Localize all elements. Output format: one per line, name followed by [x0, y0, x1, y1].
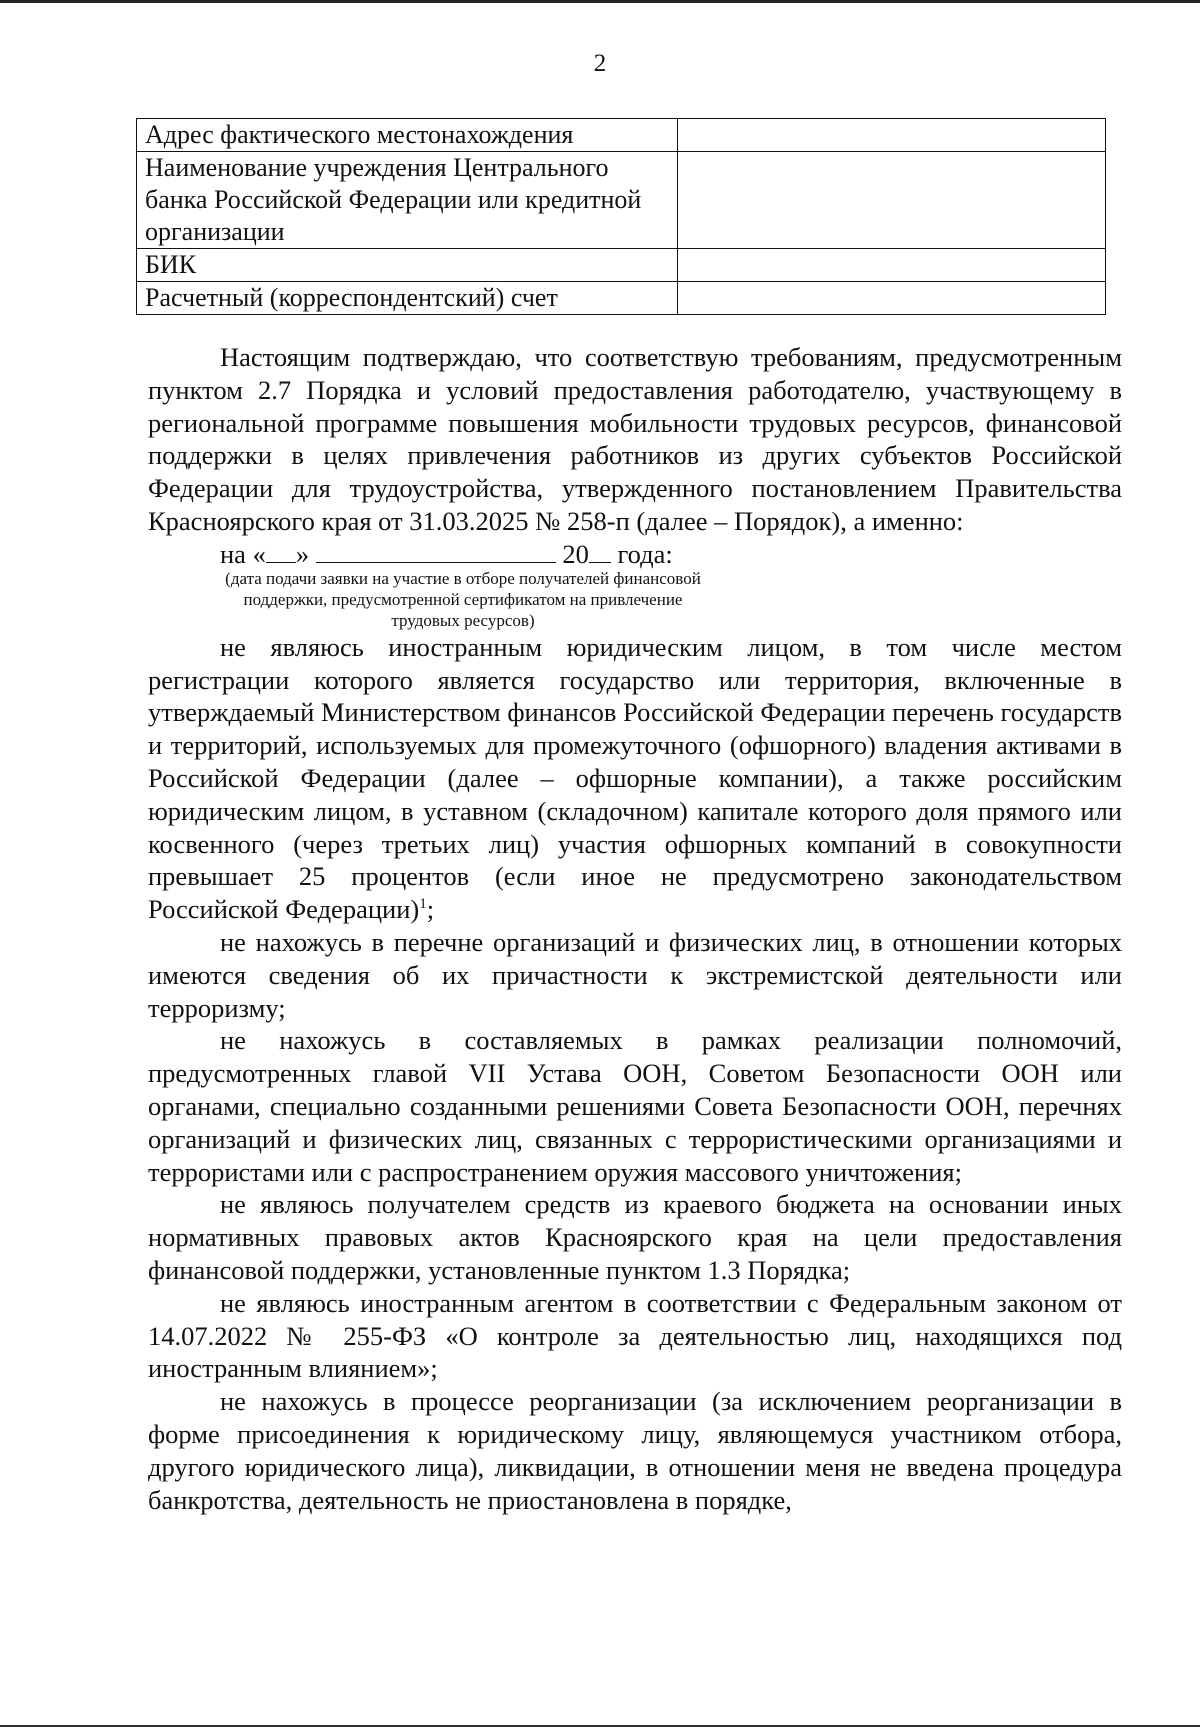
- table-cell-label: Наименование учреждения Центрального банка Российской Федерации или кредитной организации: [137, 152, 678, 249]
- date-line: [220, 538, 1122, 568]
- paragraph-extremism: не нахожусь в перечне организаций и физических лиц, в отношении которых имеются сведения об их причастности к экстремистской деятельности или терроризму;: [148, 926, 1122, 1023]
- requisites-table: [136, 118, 1106, 315]
- date-suffix: года:: [617, 538, 673, 569]
- document-body: [148, 341, 1122, 1516]
- page-top-border: [0, 0, 1200, 3]
- table-cell-value: [678, 249, 1106, 282]
- year-prefix: 20: [562, 538, 589, 569]
- paragraph-offshore: [148, 631, 1122, 926]
- date-prefix: на «: [220, 538, 266, 569]
- table-cell-label: Адрес фактического местонахождения: [137, 119, 678, 152]
- paragraph-reorganization: не нахожусь в процессе реорганизации (за исключением реорганизации в форме присоединения к юридическому лицу, являющемуся участником отбора, другого юридического лица), ликвидации, в отношении меня не введена процедура банкротства, деятельность не приостановлена в порядке,: [148, 1386, 1122, 1515]
- paragraph-foreign-agent: не являюсь иностранным агентом в соответствии с Федеральным законом от 14.07.2022 № 255-ФЗ «О контроле за деятельностью лиц, находящихся под иностранным влиянием»;: [148, 1287, 1122, 1384]
- footnote-mark: 1: [419, 896, 427, 913]
- page-bottom-border: [0, 1725, 1200, 1727]
- table-row: [137, 119, 1106, 152]
- date-note: (дата подачи заявки на участие в отборе получателей финансовой поддержки, предусмотренной сертификатом на привлечение трудовых ресурсов): [225, 568, 701, 630]
- paragraph-un-lists: не нахожусь в составляемых в рамках реализации полномочий, предусмотренных главой VII Устава ООН, Советом Безопасности ООН или органами, специально созданными решениями Совета Безопасности ООН, перечнях организаций и физических лиц, связанных с террористическими организациями и террористами или с распространением оружия массового уничтожения;: [148, 1025, 1122, 1187]
- paragraph-offshore-end: ;: [426, 894, 435, 925]
- day-blank: [266, 538, 296, 563]
- table-cell-value: [678, 119, 1106, 152]
- table-cell-label: Расчетный (корреспондентский) счет: [137, 282, 678, 315]
- table-cell-label: БИК: [137, 249, 678, 282]
- year-blank: [589, 538, 611, 563]
- table-cell-value: [678, 152, 1106, 249]
- table-row: [137, 249, 1106, 282]
- intro-paragraph: Настоящим подтверждаю, что соответствую требованиям, предусмотренным пунктом 2.7 Порядка и условий предоставления работодателю, участвующему в региональной программе повышения мобильности трудовых ресурсов, финансовой поддержки в целях привлечения работников из других субъектов Российской Федерации для трудоустройства, утвержденного постановлением Правительства Красноярского края от 31.03.2025 № 258-п (далее – Порядок), а именно:: [148, 342, 1122, 536]
- page-number: 2: [593, 50, 607, 77]
- date-mid: »: [295, 538, 310, 569]
- table-cell-value: [678, 282, 1106, 315]
- month-blank: [316, 538, 556, 563]
- table-row: [137, 282, 1106, 315]
- paragraph-offshore-text: не являюсь иностранным юридическим лицом, в том числе местом регистрации которого является государство или территория, включенные в утверждаемый Министерством финансов Российской Федерации перечень государств и территорий, используемых для промежуточного (офшорного) владения активами в Российской Федерации (далее – офшорные компании), а также российским юридическим лицом, в уставном (складочном) капитале которого доля прямого или косвенного (через третьих лиц) участия офшорных компаний в совокупности превышает 25 процентов (если иное не предусмотрено законодательством Российской Федерации): [148, 631, 1122, 925]
- paragraph-budget: не являюсь получателем средств из краевого бюджета на основании иных нормативных правовых актов Красноярского края на цели предоставления финансовой поддержки, установленные пунктом 1.3 Порядка;: [148, 1189, 1122, 1285]
- table-row: [137, 152, 1106, 249]
